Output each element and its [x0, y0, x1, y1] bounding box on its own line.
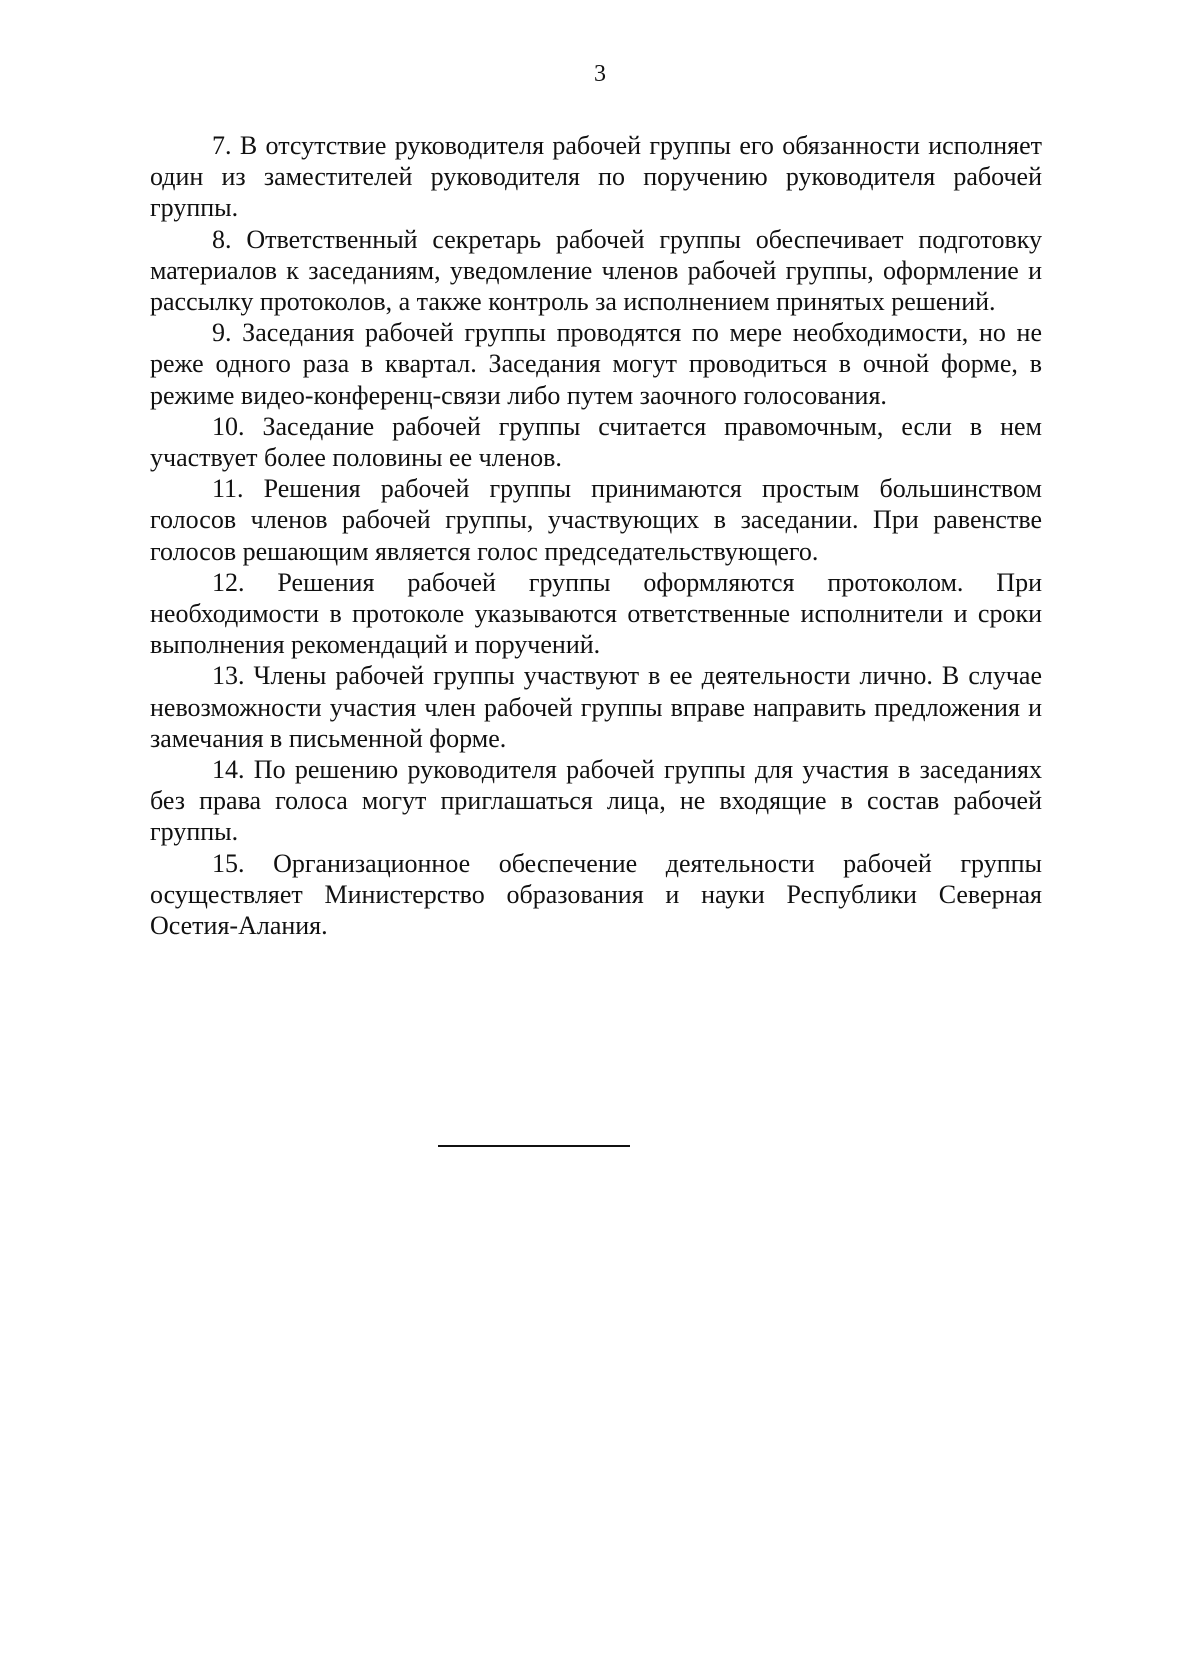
paragraph-9: 9. Заседания рабочей группы проводятся по мере необходимости, но не реже одного раза в квартал. Заседания могут проводиться в очной форме, в режиме видео-конференц-связи либо путем заочного голосования. — [150, 318, 1042, 410]
paragraph-12: 12. Решения рабочей группы оформляются протоколом. При необходимости в протоколе указываются ответственные исполнители и сроки выполнения рекомендаций и поручений. — [150, 567, 1042, 660]
end-divider — [438, 1145, 630, 1147]
paragraph-14: 14. По решению руководителя рабочей группы для участия в заседаниях без права голоса могут приглашаться лица, не входящие в состав рабочей группы. — [150, 755, 1042, 847]
paragraph-7: 7. В отсутствие руководителя рабочей группы его обязанности исполняет один из заместителей руководителя по поручению руководителя рабочей группы. — [150, 131, 1042, 223]
paragraph-15: 15. Организационное обеспечение деятельности рабочей группы осуществляет Министерство образования и науки Республики Северная Осетия-Алания. — [150, 848, 1042, 941]
document-body — [150, 130, 1042, 941]
paragraph-10: 10. Заседание рабочей группы считается правомочным, если в нем участвует более половины ее членов. — [150, 411, 1042, 473]
paragraph-8: 8. Ответственный секретарь рабочей группы обеспечивает подготовку материалов к заседаниям, уведомление членов рабочей группы, оформление и рассылку протоколов, а также контроль за исполнением принятых решений. — [150, 224, 1042, 317]
page-number: 3 — [594, 61, 606, 87]
paragraph-13: 13. Члены рабочей группы участвуют в ее деятельности лично. В случае невозможности участия член рабочей группы вправе направить предложения и замечания в письменной форме. — [150, 661, 1042, 753]
paragraph-11: 11. Решения рабочей группы принимаются простым большинством голосов членов рабочей группы, участвующих в заседании. При равенстве голосов решающим является голос председательствующего. — [150, 474, 1042, 566]
